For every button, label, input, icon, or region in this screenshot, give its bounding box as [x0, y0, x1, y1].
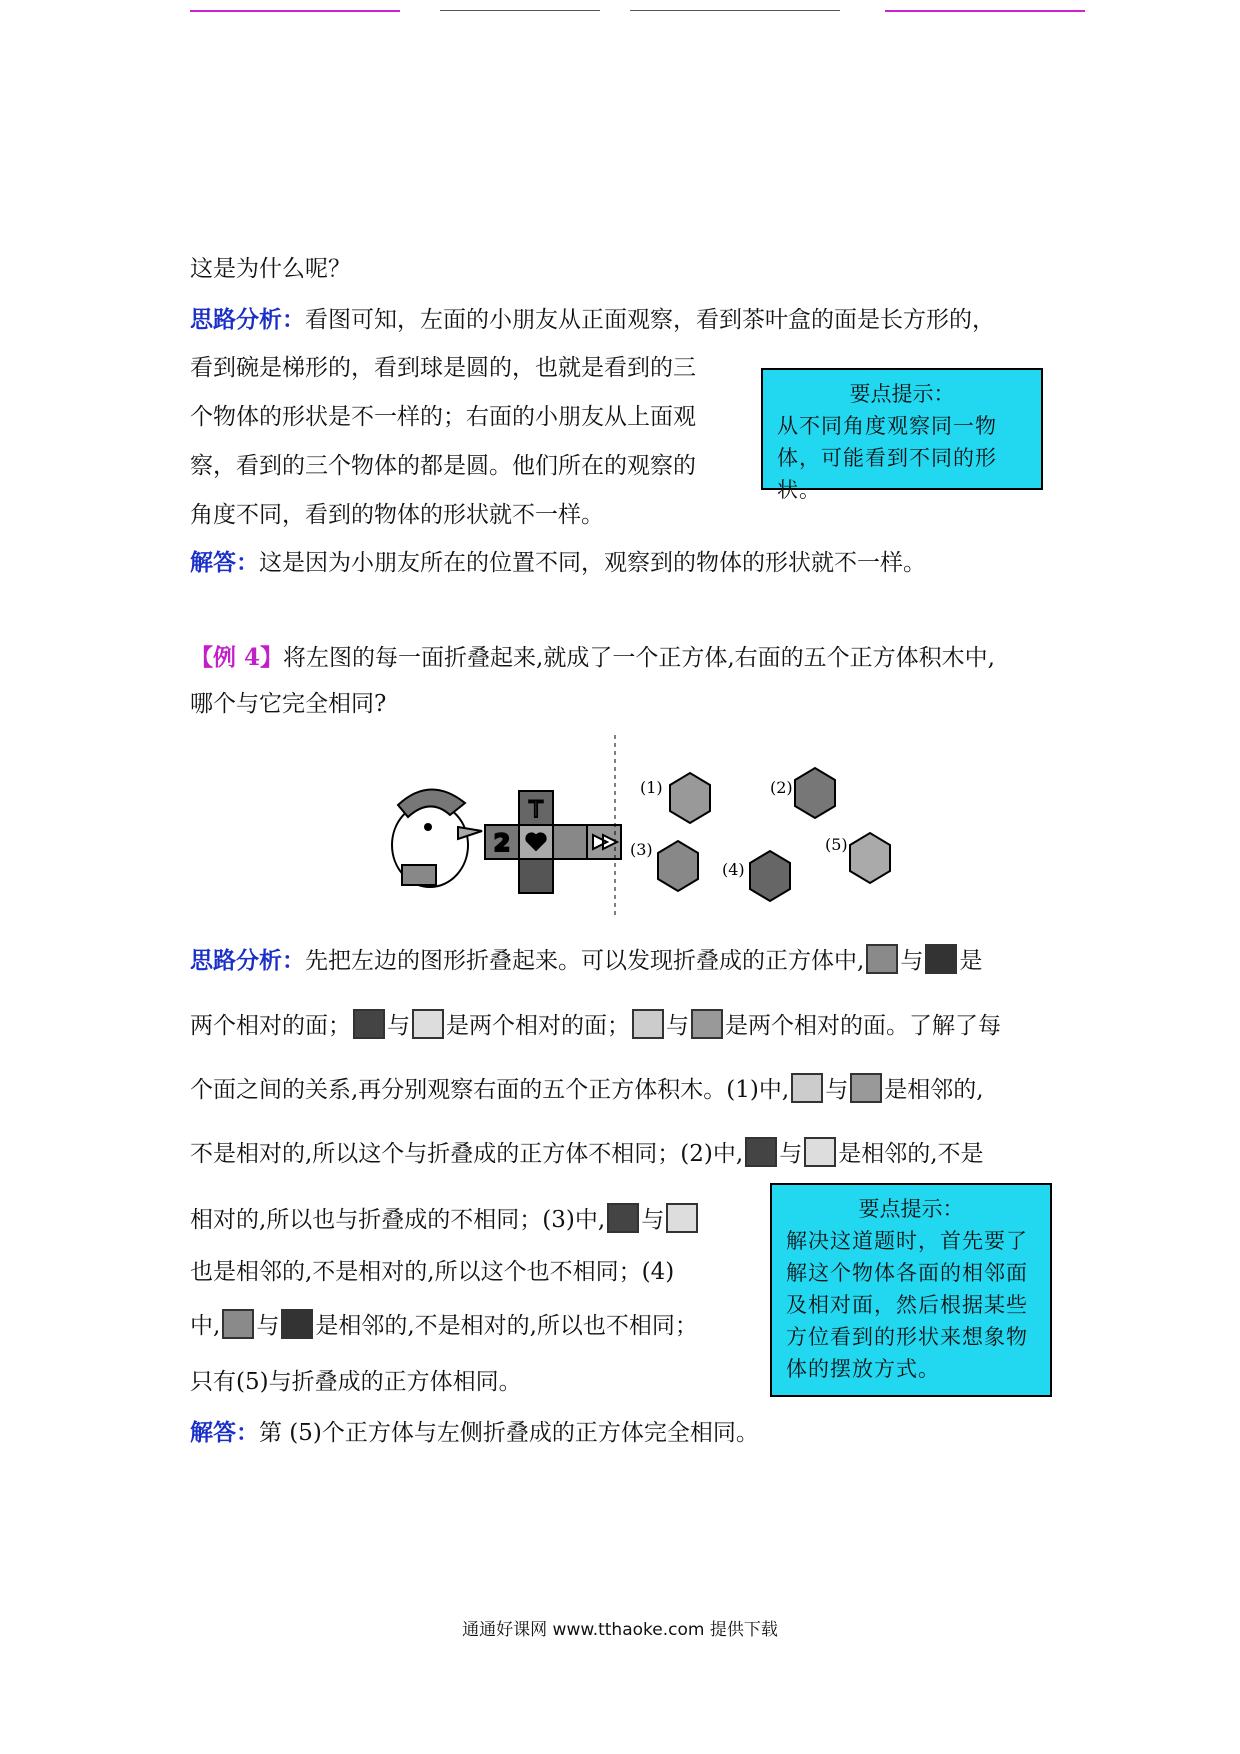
analysis1-line: 察，看到的三个物体的都是圆。他们所在的观察的: [190, 453, 696, 479]
answer1-label: 解答：: [190, 549, 259, 576]
analysis2-text: 是相邻的,: [884, 1077, 984, 1103]
analysis2-text: 中,: [190, 1313, 221, 1339]
and-word: 与: [900, 948, 924, 974]
analysis2-text: 是相邻的,不是: [838, 1141, 984, 1167]
arrow-face-icon: [850, 1073, 882, 1103]
analysis2-line8: 只有(5)与折叠成的正方体相同。: [190, 1369, 522, 1395]
analysis1-first-line: [190, 295, 995, 345]
analysis2-text: 个面之间的关系,再分别观察右面的五个正方体积木。(1)中,: [190, 1077, 790, 1103]
two-face-icon: [607, 1203, 639, 1233]
penguin-icon: [392, 789, 482, 887]
pencil-face-icon: [412, 1009, 444, 1039]
svg-text:(1): (1): [640, 778, 663, 797]
analysis1-line: 角度不同，看到的物体的形状就不一样。: [190, 502, 604, 528]
analysis2-text: 两个相对的面；: [190, 1013, 351, 1039]
analysis1-line: 看到碗是梯形的，看到球是圆的，也就是看到的三: [190, 355, 696, 381]
svg-text:(3): (3): [630, 840, 653, 859]
analysis1-line: 个物体的形状是不一样的；右面的小朋友从上面观: [190, 404, 696, 430]
two-face-icon: [353, 1009, 385, 1039]
cube-5: [825, 833, 890, 883]
net-letter-2: 2: [493, 829, 511, 857]
tip-box-1: [761, 368, 1043, 502]
cube-1: [640, 773, 710, 823]
tip2-body: 解决这道题时，首先要了解这个物体各面的相邻面及相对面，然后根据某些方位看到的形状来想象物体的摆放方式。: [786, 1229, 1028, 1381]
cube-net: [485, 791, 621, 893]
pencil-face-icon: [804, 1137, 836, 1167]
analysis2-text: 相对的,所以也与折叠成的不相同；(3)中,: [190, 1207, 606, 1233]
answer2-text: 第 (5)个正方体与左侧折叠成的正方体完全相同。: [259, 1420, 759, 1446]
analysis2-text: 不是相对的,所以这个与折叠成的正方体不相同；(2)中,: [190, 1141, 744, 1167]
cube-figure: [370, 735, 940, 915]
arrow-face-icon: [691, 1009, 723, 1039]
example4-line2: 哪个与它完全相同?: [190, 691, 387, 717]
analysis2-text: 先把左边的图形折叠起来。可以发现折叠成的正方体中,: [305, 948, 865, 974]
analysis2-text: 是两个相对的面；: [446, 1013, 630, 1039]
analysis2-line2: [190, 1002, 1001, 1051]
cube-2: [770, 768, 835, 818]
example4-label: 【例 4】: [190, 644, 284, 671]
and-word: 与: [256, 1313, 280, 1339]
svg-text:(2): (2): [770, 778, 793, 797]
and-word: 与: [666, 1013, 689, 1039]
svg-text:(5): (5): [825, 835, 848, 854]
analysis2-line4: [190, 1130, 984, 1179]
heart-face-icon: [791, 1073, 823, 1103]
header-line-left: [190, 10, 400, 12]
pencil-face-icon: [666, 1203, 698, 1233]
svg-text:(4): (4): [722, 860, 745, 879]
analysis2-line3: [190, 1066, 984, 1115]
analysis2-text: 是相邻的,不是相对的,所以也不相同；: [315, 1313, 698, 1339]
header-line-mid1: [440, 10, 600, 11]
cube-3: [630, 840, 698, 891]
and-word: 与: [779, 1141, 803, 1167]
net-letter-t: T: [529, 798, 543, 823]
tip-box-2: [770, 1183, 1052, 1397]
top-question: 这是为什么呢？: [190, 256, 351, 282]
example4-text: 将左图的每一面折叠起来,就成了一个正方体,右面的五个正方体积木中,: [283, 645, 995, 671]
gear-face-icon: [281, 1309, 313, 1339]
analysis2-line1: [190, 936, 982, 986]
analysis2-line6: 也是相邻的,不是相对的,所以这个也不相同；(4): [190, 1259, 675, 1285]
analysis2-line7: [190, 1302, 698, 1351]
analysis2-label: 思路分析：: [190, 947, 305, 974]
tip2-title: 要点提示：: [858, 1197, 964, 1221]
header-line-right: [885, 10, 1085, 12]
analysis2-text: 是: [959, 948, 983, 974]
answer1: [190, 538, 926, 588]
answer2: [190, 1408, 759, 1458]
header-line-mid2: [630, 10, 840, 11]
gear-face-icon: [925, 944, 957, 974]
footer: 通通好课网 www.tthaoke.com 提供下载: [462, 1620, 778, 1640]
and-word: 与: [825, 1077, 849, 1103]
cube-4: [722, 851, 790, 901]
analysis1-label: 思路分析：: [190, 306, 305, 333]
t-face-icon: [222, 1309, 254, 1339]
and-word: 与: [387, 1013, 410, 1039]
two-face-icon: [745, 1137, 777, 1167]
tip1-title: 要点提示：: [849, 382, 955, 406]
tip1-body: 从不同角度观察同一物体，可能看到不同的形状。: [777, 414, 997, 502]
and-word: 与: [641, 1207, 665, 1233]
example4-line1: [190, 633, 995, 683]
t-face-icon: [866, 944, 898, 974]
analysis2-text: 是两个相对的面。了解了每: [725, 1013, 1001, 1039]
heart-face-icon: [632, 1009, 664, 1039]
analysis1-text: 看图可知，左面的小朋友从正面观察，看到茶叶盒的面是长方形的，: [305, 307, 995, 333]
analysis2-line5: [190, 1196, 700, 1245]
answer2-label: 解答：: [190, 1419, 259, 1446]
answer1-text: 这是因为小朋友所在的位置不同，观察到的物体的形状就不一样。: [259, 550, 926, 576]
